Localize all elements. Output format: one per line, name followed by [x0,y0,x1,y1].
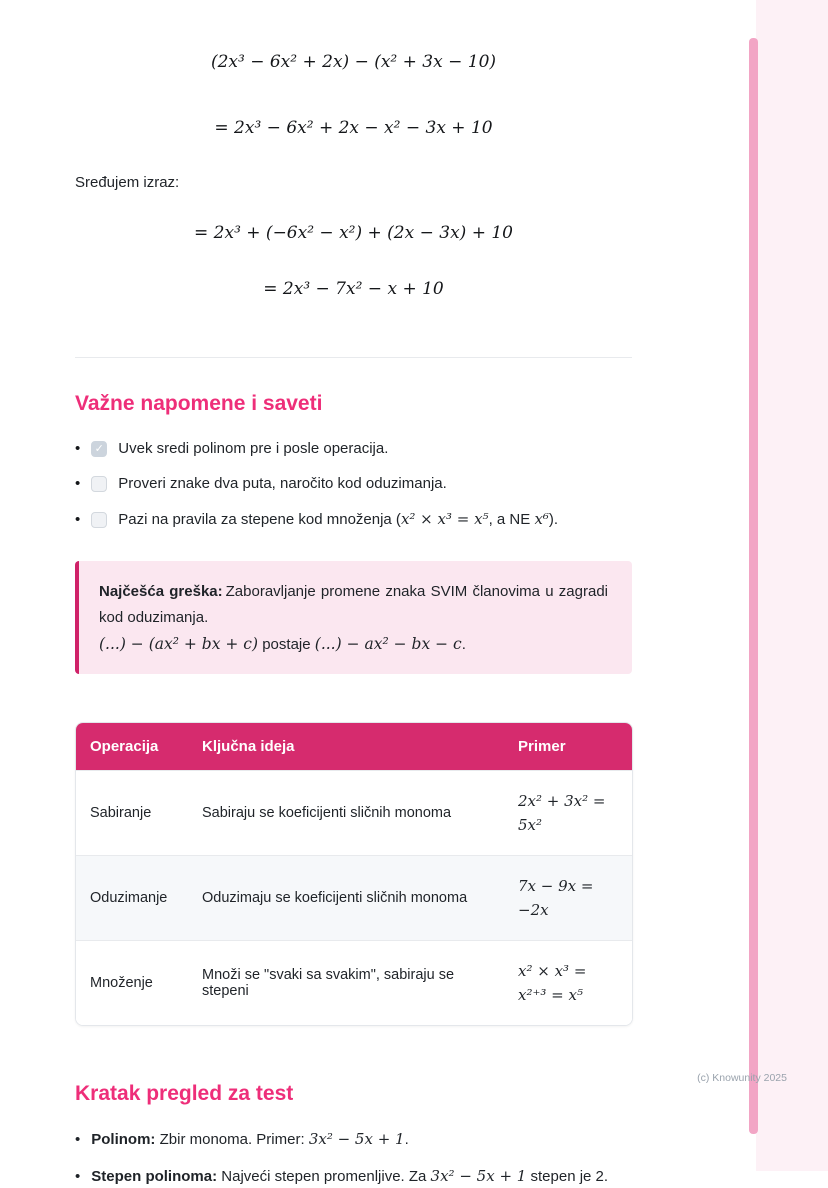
cell-operation: Množenje [76,941,188,1026]
cell-example [504,941,633,1026]
review-text: Najveći stepen promenljive. Za [217,1168,431,1185]
checklist-item [75,508,632,531]
checklist-text-mid: , a NE [488,511,535,528]
inline-math: (...) − ax² − bx − c [314,635,462,653]
math-expression-2: = 2x³ − 6x² + 2x − x² − 3x + 10 [214,118,493,138]
inline-math: (...) − (ax² + bx + c) [99,635,259,653]
callout-mid: postaje [258,636,315,653]
checklist-item [75,473,632,495]
callout-formula-line [99,631,608,658]
review-term: Stepen polinoma: [91,1168,218,1185]
checklist-text: • Uvek sredi polinom pre i posle operacija. [118,440,389,457]
example-line: x²⁺³ = x⁵ [518,986,583,1004]
operations-table [75,722,633,1026]
table-row [76,941,633,1026]
cell-idea: Množi se "svaki sa svakim", sabiraju se stepeni [188,941,504,1026]
column-header-operacija: Operacija [76,723,188,771]
checklist-text-post: ). [548,511,559,528]
inline-math: x² × x³ = x⁵ [400,510,489,528]
review-list-item [75,1165,632,1188]
inline-math: 3x² − 5x + 1 [430,1167,527,1185]
checklist-text: • Proveri znake dva puta, naročito kod oduzimanja. [118,475,447,492]
checkbox[interactable] [91,441,107,457]
checklist-item [75,438,632,460]
column-header-kljucna-ideja: Ključna ideja [188,723,504,771]
table-row [76,771,633,856]
checklist-text-pre: Pazi na pravila za stepene kod množenja ( [118,511,401,528]
cell-operation: Oduzimanje [76,856,188,941]
callout-end: . [461,636,466,653]
column-header-primer: Primer [504,723,633,771]
cell-idea: Sabiraju se koeficijenti sličnih monoma [188,771,504,856]
section-heading-review: Kratak pregled za test [75,1082,294,1105]
warning-callout [75,561,632,674]
inline-math: 3x² − 5x + 1 [308,1130,405,1148]
table-header-row [76,723,633,771]
section-heading-notes: Važne napomene i saveti [75,392,323,415]
cell-operation: Sabiranje [76,771,188,856]
review-text-post: . [404,1131,409,1148]
review-text-post: stepen je 2. [526,1168,609,1185]
checklist-text [118,508,558,531]
review-list-item [75,1128,632,1151]
worked-example-note: Sređujem izraz: [75,174,180,191]
callout-lead: Najčešća greška: [99,583,223,600]
math-expression-1: (2x³ − 6x² + 2x) − (x² + 3x − 10) [210,52,497,72]
review-term: Polinom: [91,1131,156,1148]
copyright-credit: (c) Knowunity 2025 [697,1072,787,1084]
cell-example: 7x − 9x = −2x [504,856,633,941]
example-line: x² × x³ = [518,962,587,980]
cell-example: 2x² + 3x² = 5x² [504,771,633,856]
callout-paragraph [99,579,608,631]
callout-body: Zaboravljanje promene znaka SVIM članovima u zagradi kod oduzimanja. [99,583,608,626]
review-text: Zbir monoma. Primer: [155,1131,309,1148]
math-expression-4: = 2x³ − 7x² − x + 10 [263,279,444,299]
math-expression-3: = 2x³ + (−6x² − x²) + (2x − 3x) + 10 [194,223,513,243]
checkbox[interactable] [91,512,107,528]
section-divider [75,357,632,358]
cell-idea: Oduzimaju se koeficijenti sličnih monoma [188,856,504,941]
checkbox[interactable] [91,476,107,492]
inline-math: x⁶ [534,510,549,528]
table-row [76,856,633,941]
